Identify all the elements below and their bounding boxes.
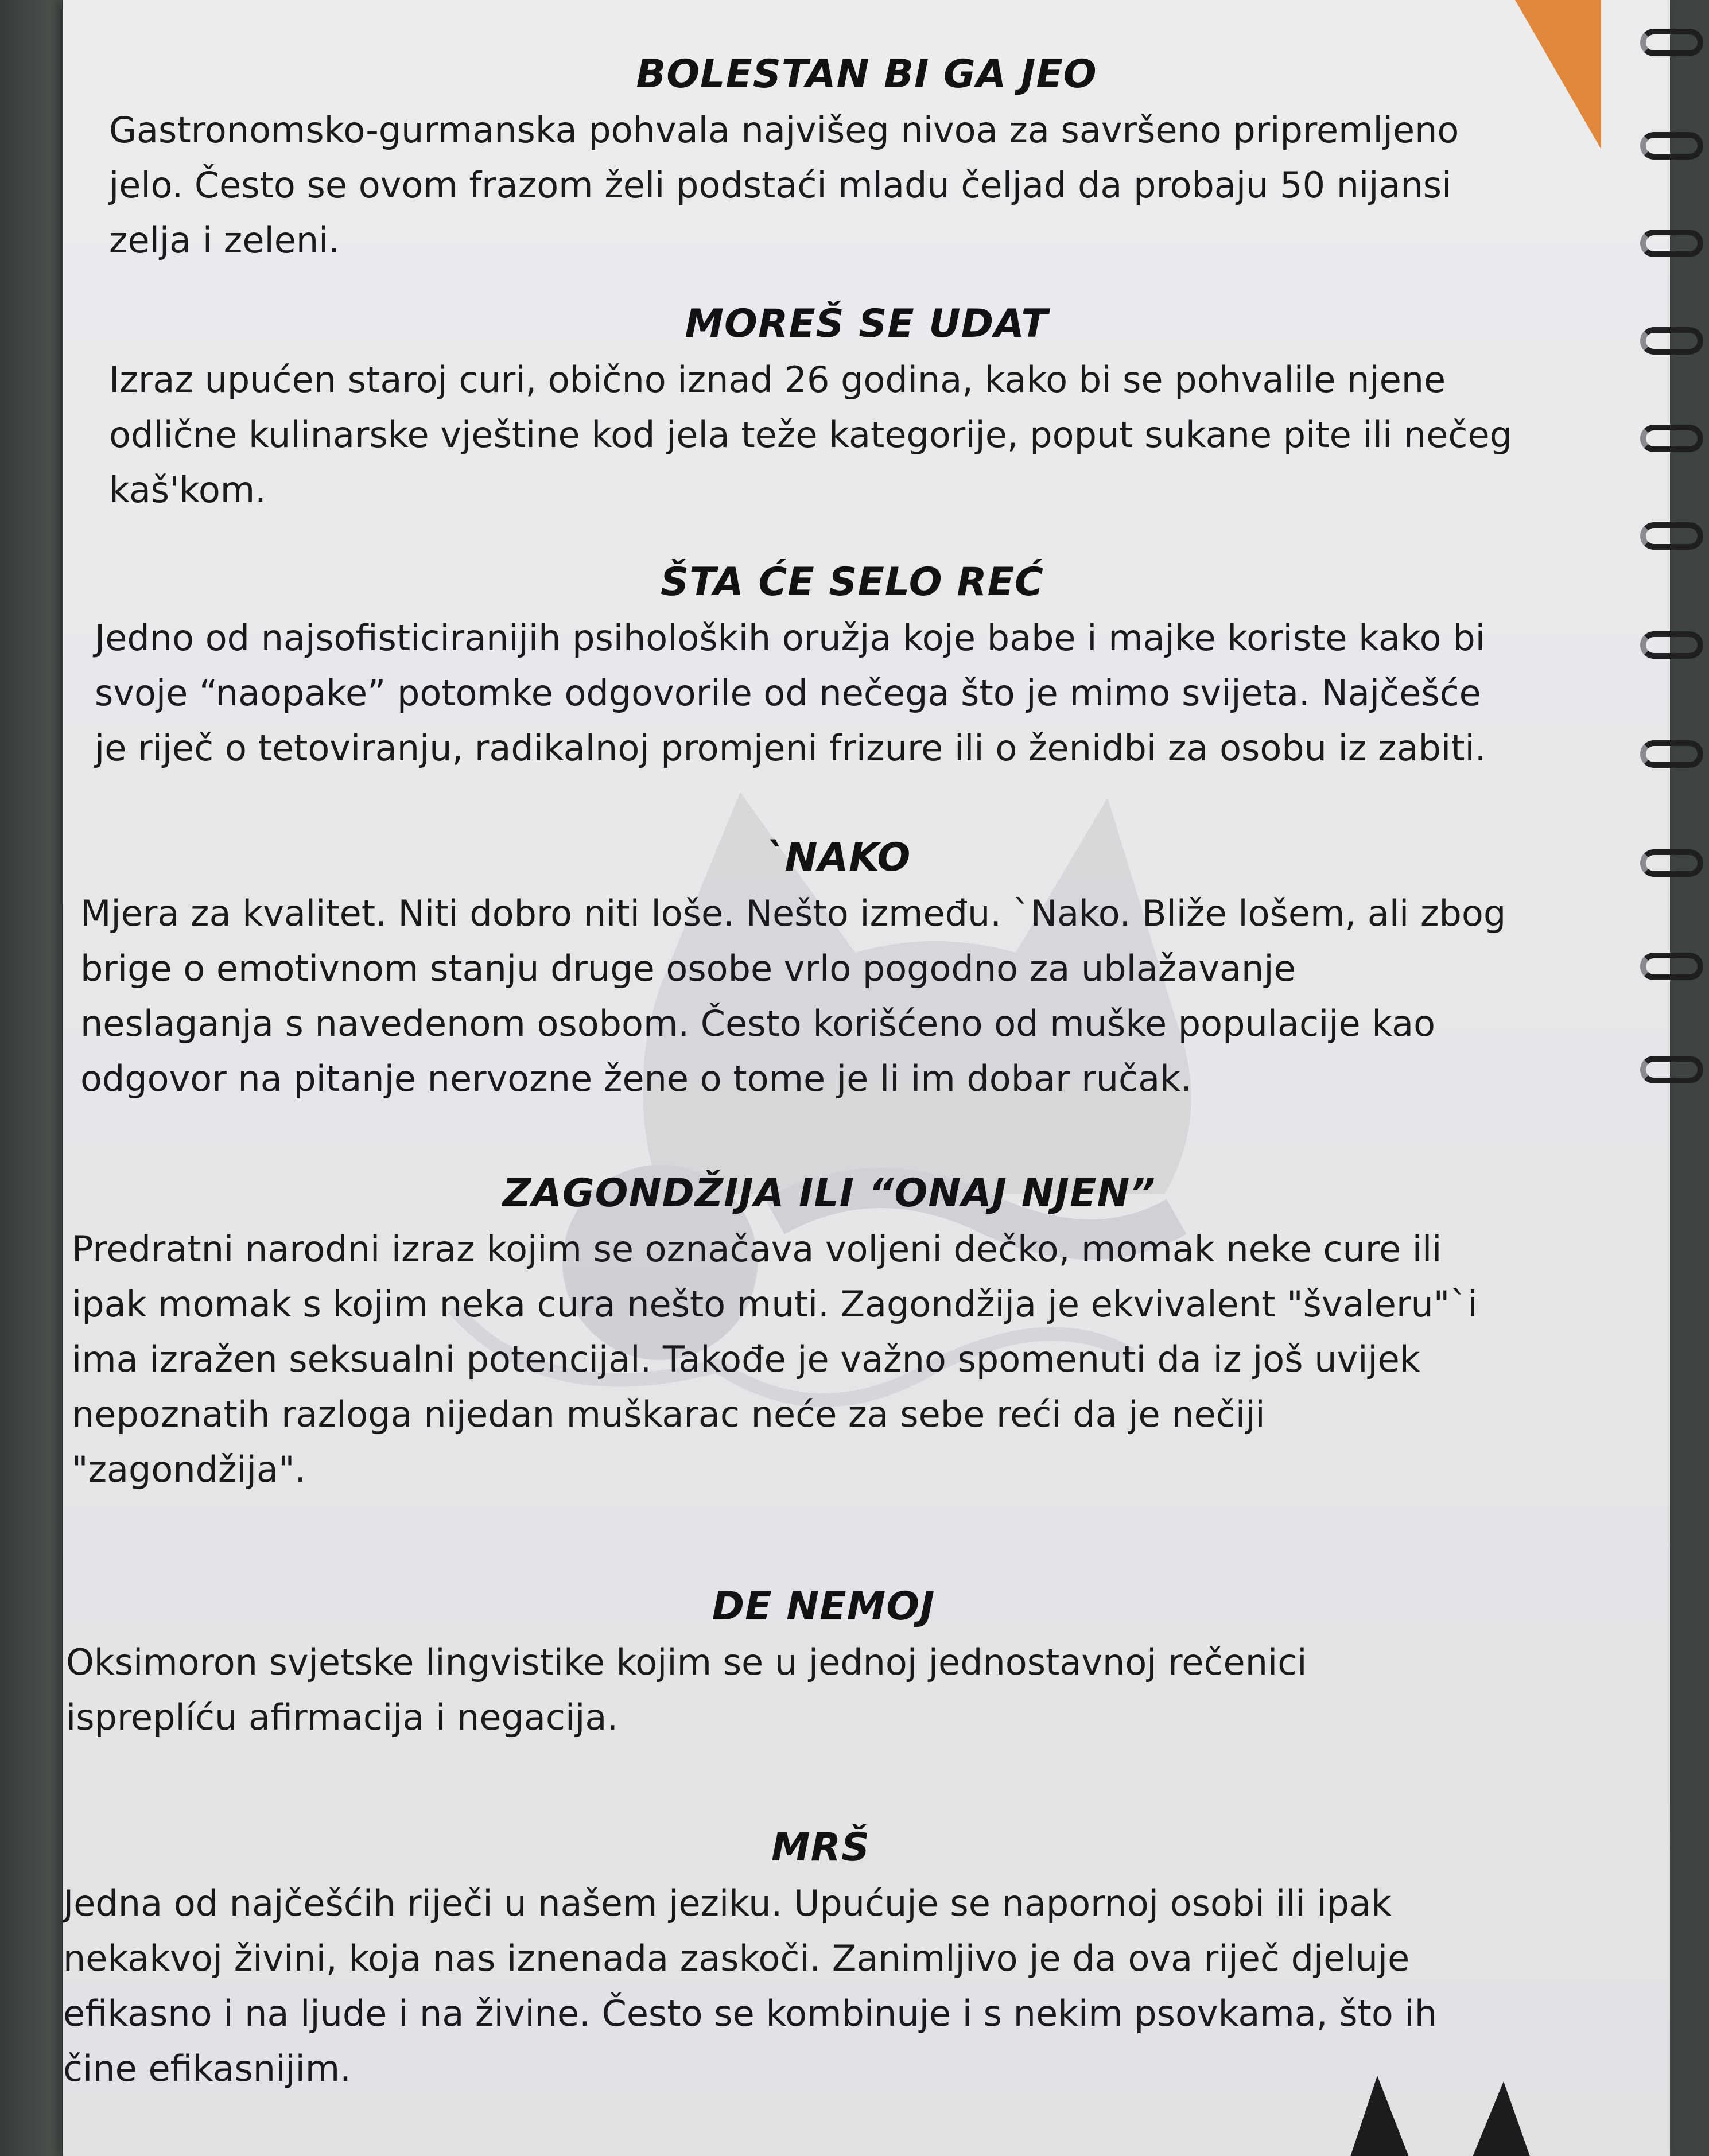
entry-line: Jedno od najsofisticiranijih psiholoških oružja koje babe i majke koriste kako bi: [95, 617, 1485, 659]
entry-bolestan-bi-ga-jeo: [109, 52, 1624, 268]
entry-line: Predratni narodni izraz kojim se označava voljeni dečko, momak neke cure ili: [72, 1228, 1442, 1270]
entry-heading: MOREŠ SE UDAT: [685, 301, 1048, 347]
spiral-ring: [1640, 29, 1703, 56]
entry-line: Izraz upućen staroj curi, obično iznad 26 godina, kako bi se pohvalile njene: [109, 359, 1446, 401]
entry-line: zelja i zeleni.: [109, 219, 340, 261]
entry-line: odgovor na pitanje nervozne žene o tome je li im dobar ručak.: [80, 1058, 1192, 1100]
entry-mrs: [63, 1825, 1578, 2096]
entry-line: ima izražen seksualni potencijal. Takođe je važno spomenuti da iz još uvijek: [72, 1338, 1420, 1380]
spiral-ring: [1640, 425, 1703, 452]
entry-zagondzija: [72, 1171, 1587, 1497]
spiral-ring: [1640, 327, 1703, 355]
entry-line: neslaganja s navedenom osobom. Često korišćeno od muške populacije kao: [80, 1003, 1436, 1044]
entry-line: svoje “naopake” potomke odgovorile od nečega što je mimo svijeta. Najčešće: [95, 672, 1481, 714]
entry-heading: DE NEMOJ: [712, 1584, 935, 1629]
entry-heading: ŠTA ĆE SELO REĆ: [661, 560, 1044, 605]
spiral-ring: [1640, 230, 1703, 257]
entry-line: Gastronomsko-gurmanska pohvala najvišeg nivoa za savršeno pripremljeno: [109, 109, 1459, 151]
entry-line: efikasno i na ljude i na živine. Često se kombinuje i s nekim psovkama, što ih: [63, 1992, 1437, 2034]
menu-page: [63, 0, 1670, 2156]
spiral-ring: [1640, 953, 1703, 980]
entry-line: jelo. Često se ovom frazom želi podstaći mladu čeljad da probaju 50 nijansi: [109, 164, 1452, 206]
entry-line: Jedna od najčešćih riječi u našem jeziku. Upućuje se napornoj osobi ili ipak: [63, 1882, 1392, 1924]
spiral-ring: [1640, 740, 1703, 768]
entry-mores-se-udat: [109, 301, 1624, 518]
entry-line: odlične kulinarske vještine kod jela teže kategorije, poput sukane pite ili nečeg: [109, 414, 1512, 456]
entry-heading: ZAGONDŽIJA ILI “ONAJ NJEN”: [502, 1171, 1156, 1216]
entry-line: ipak momak s kojim neka cura nešto muti. Zagondžija je ekvivalent "švaleru"`i: [72, 1283, 1478, 1325]
entry-line: Oksimoron svjetske lingvistike kojim se u jednoj jednostavnoj rečenici: [66, 1641, 1307, 1683]
entry-line: čine efikasnijim.: [63, 2048, 351, 2089]
entry-heading: MRŠ: [771, 1825, 870, 1870]
glossary-list: [63, 0, 1578, 2156]
entry-line: "zagondžija".: [72, 1448, 306, 1490]
entry-sta-ce-selo-rec: [95, 560, 1610, 776]
entry-heading: BOLESTAN BI GA JEO: [636, 52, 1097, 97]
entry-line: ispreplíću afirmacija i negacija.: [66, 1696, 619, 1738]
entry-nako: [80, 835, 1595, 1106]
entry-line: je riječ o tetoviranju, radikalnoj promjeni frizure ili o ženidbi za osobu iz zabiti.: [95, 727, 1486, 769]
entry-de-nemoj: [66, 1584, 1581, 1745]
entry-line: kaš'kom.: [109, 469, 266, 511]
spiral-ring: [1640, 1056, 1703, 1083]
spiral-ring: [1640, 631, 1703, 659]
entry-line: brige o emotivnom stanju druge osobe vrlo pogodno za ublažavanje: [80, 947, 1296, 989]
entry-line: Mjera za kvalitet. Niti dobro niti loše. Nešto između. `Nako. Bliže lošem, ali zbog: [80, 892, 1506, 934]
spiral-ring: [1640, 132, 1703, 160]
spiral-ring: [1640, 522, 1703, 550]
entry-line: nepoznatih razloga nijedan muškarac neće za sebe reći da je nečiji: [72, 1393, 1265, 1435]
entry-heading: `NAKO: [764, 835, 911, 880]
spiral-binding: [1634, 0, 1709, 2156]
entry-line: nekakvoj živini, koja nas iznenada zaskoči. Zanimljivo je da ova riječ djeluje: [63, 1937, 1410, 1979]
spiral-ring: [1640, 849, 1703, 877]
